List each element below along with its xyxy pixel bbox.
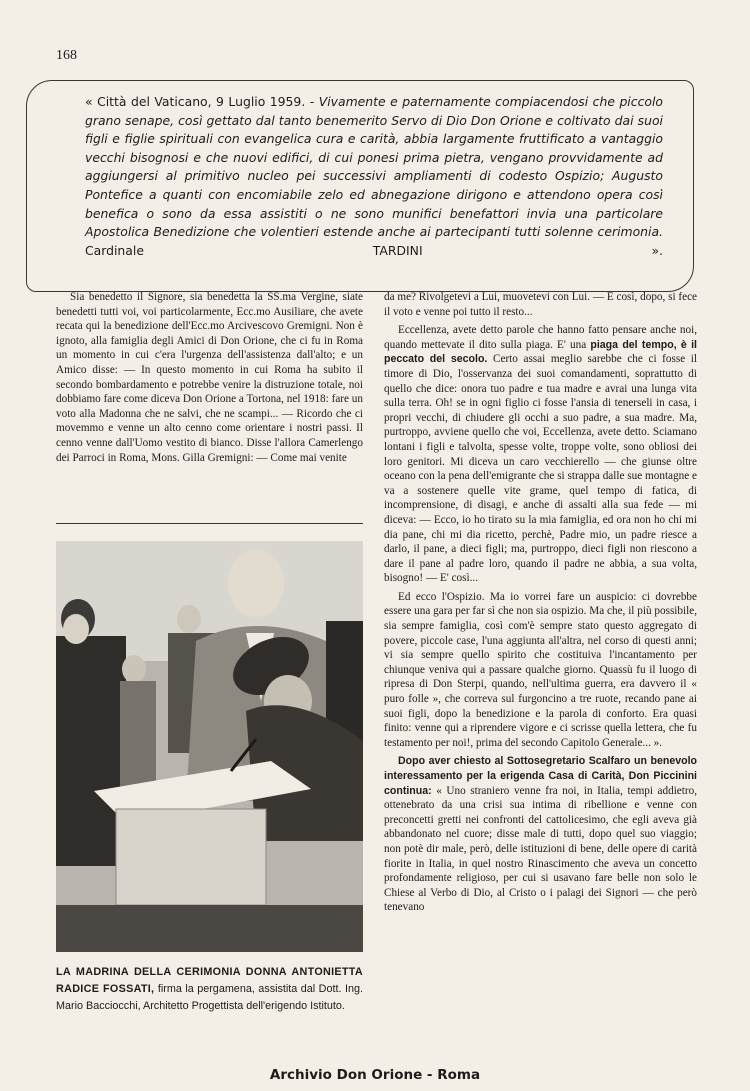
page-number: 168 (56, 48, 77, 63)
photo-caption-title: LA MADRINA DELLA CERIMONIA DONNA ANTONIETTA RADICE FOSSATI, (56, 966, 363, 995)
speech-paragraph-2 (384, 323, 697, 586)
speech-paragraph-4 (384, 754, 697, 915)
speech-paragraph: Sia benedetto il Signore, sia benedetta la SS.ma Vergine, siate benedetti tutti voi, voi particolarmente, Ecc.mo Ausiliare, che avete recata qui la benedizione dell'Ecc.mo Arcivescovo Gremigni. Non è ignoto, alla famiglia degli Amici di Don Orione, che ci fu in Roma un momento in cui c'era l'urgenza dell'assistenza dall'alto; e un Amico disse: — In questo momento in cui Roma ha subito il secondo bombardamento e potrebbe venire la distruzione totale, noi dobbiamo fare come diceva Don Orione a Tortona, nel 1918: fare un voto alla Madonna che ne salvi, che ne scampi... — Ricordo che ci movemmo e venne un alto cenno come orientare i nostri passi. Il cenno venne dall'Uomo vestito di bianco. Disse l'allora Camerlengo dei Parroci in Roma, Mons. Gilla Gremigni: — Come mai venite (56, 291, 363, 464)
photo-caption (56, 964, 363, 1015)
telegram-body: Vivamente e paternamente compiacendosi che piccolo grano senape, così gettato dal tanto benemerito Servo di Dio Don Orione e coltivato dai suoi figli e figlie spirituali con evangelica cura e carità, abbia largamente fruttificato a vantaggio vecchi bisognosi e che nuovi edifici, di cui ponesi prima pietra, vengano provvidamente ad aggiungersi al primitivo nucleo pei successivi ampliamenti di codesto Ospizio; Augusto Pontefice a quanti con encomiabile zelo ed abnegazione dirigono e attendono opera così benefica o sono da essa assistiti o ne sono munifici benefattori invia una particolare Apostolica Benedizione che volentieri estende anche ai partecipanti tutti solenne cerimonia. (85, 94, 663, 240)
left-column (56, 290, 363, 465)
archive-footer: Archivio Don Orione - Roma (269, 1067, 481, 1083)
speech-paragraph-3: Ed ecco l'Ospizio. Ma io vorrei fare un auspicio: ci dovrebbe essere una gara per far sì che non sia ospizio. Ma che, il più possibile, sia sempre famiglia, così com'è sempre stato questo aggregato di povere, piccole case, l'una aggiunta all'altra, nel corso di questi anni; vi sia sempre quello spirito che costituiva l'incantamento per chiunque veniva qui a passare qualche giorno. Quassù fu il luogo di ripresa di Don Sterpi, quando, nell'ultima guerra, era davvero il « puro folle », che correva sul furgoncino a tre ruote, recando pane ai suoi figli, dopo la benedizione e la parola di conforto. Era quasi finito: venne qui a riprendere vigore e ci scrisse quella lettera, che fu testamento per noi!, prima del secondo Capitolo Generale... ». (384, 590, 697, 749)
column-divider (56, 523, 363, 524)
speech-paragraph-2-start: Eccellenza, avete detto parole che hanno fatto pensare anche noi, quando mettevate il dito sulla piaga. E' una (384, 324, 697, 351)
right-column (384, 290, 697, 915)
photo-caption-text: firma la pergamena, assistita dal Dott. Ing. Mario Bacciocchi, Architetto Progettista dell'erigendo Istituto. (56, 983, 363, 1012)
speech-paragraph-1: da me? Rivolgetevi a Lui, muovetevi con Lui. — E così, dopo, si fece il voto e venne poi tutto il resto... (384, 291, 697, 318)
telegram-box (26, 80, 694, 292)
ceremony-photo-illustration (56, 541, 363, 952)
speech-paragraph-2-bold: piaga del tempo, è il peccato del secolo. (384, 338, 697, 366)
telegram-dateline: « Città del Vaticano, 9 Luglio 1959. - (85, 94, 315, 109)
speech-paragraph-4-bold: Dopo aver chiesto al Sottosegretario Scalfaro un benevolo interessamento per la erigenda Casa di Carità, Don Piccinini continua: (384, 755, 697, 797)
speech-paragraph-2-rest: Certo assai meglio sarebbe che ci fosse il timore di Dio, l'osservanza dei suoi comandamenti, soprattutto di quello che dice: onora tuo padre e tua madre e avrai una lunga vita sulla terra. Oh! se in ogni figlio ci fosse l'ansia di tenerseli in casa, i propri vecchi, di chiudere gli occhi a suo padre, a sua madre. Ma, purtroppo, avviene quello che voi, Eccellenza, avete detto. Sciamano lontani i figli e talvolta, spesse volte, troppe volte, sono obliosi dei loro genitori. Mi diceva un caro vecchierello — che giunse oltre oceano con la pena dell'emigrante che si strappa dalle sue montagne e va a sostenere quelle vite grame, quel tempo di fatica, di incomprensione, di disagi, e anche di assalti alla sua fede — mi diceva: — Ecco, io ho tirato su la mia famiglia, ed ora non ho chi mi dia pane, chi mi dia ricetto, perchè, Padre mio, un padre riesce a darlo, il pane, a dieci figli; ma, purtroppo, dieci figli non riescono a dare il pane al padre loro, quando il padre ne abbia, a sua volta, bisogno! — E' così... (384, 353, 698, 585)
telegram-signature: Cardinale TARDINI ». (85, 242, 663, 258)
ceremony-photo (56, 541, 363, 952)
telegram-text (85, 93, 663, 260)
speech-paragraph-4-rest: « Uno straniero venne fra noi, in Italia, tempi addietro, ottenebrato da una crisi sua intima di ribellione e venne con preconcetti gretti nei confronti del cattolicesimo, che egli aveva già abbandonato nel cuore; disse male di tutti, dopo quel suo viaggio; non potè dir male, però, delle istituzioni di bene, delle opere di carità fiorite in Italia, in quel nostro Rinascimento che aveva un concetto profondamente religioso, per cui si usavano fare belle non solo le Chiese al Verbo di Dio, al Cristo o i palagi dei Signori — che però tenevano (384, 784, 697, 914)
